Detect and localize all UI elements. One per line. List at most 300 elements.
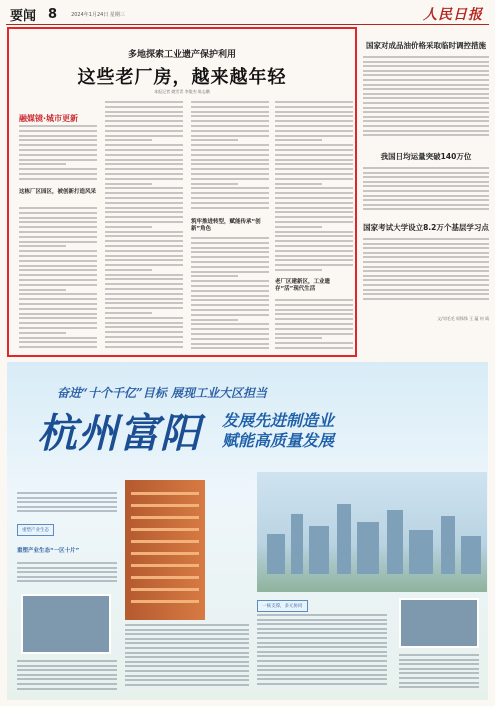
- text-line: [275, 139, 322, 141]
- text-line: [191, 304, 269, 306]
- text-line: [191, 106, 269, 108]
- text-line: [191, 251, 269, 253]
- text-line: [17, 571, 117, 573]
- text-line: [363, 97, 489, 99]
- text-line: [275, 250, 353, 252]
- text-line: [275, 135, 353, 137]
- text-line: [363, 88, 489, 90]
- text-line: [275, 216, 353, 218]
- text-line: [105, 207, 183, 209]
- text-line: [19, 293, 97, 295]
- text-line: [257, 619, 387, 621]
- text-line: [363, 107, 489, 109]
- ad-text-column: [257, 614, 387, 694]
- text-line: [363, 266, 489, 268]
- tower-building-image: [125, 480, 205, 620]
- text-line: [363, 293, 489, 295]
- text-line: [275, 337, 322, 339]
- text-line: [105, 135, 183, 137]
- text-line: [105, 302, 183, 304]
- text-line: [191, 163, 269, 165]
- text-line: [19, 173, 97, 175]
- text-line: [191, 237, 269, 239]
- text-line: [257, 678, 387, 680]
- text-line: [363, 199, 489, 201]
- text-line: [191, 323, 269, 325]
- text-line: [399, 677, 479, 679]
- text-line: [191, 183, 238, 185]
- text-line: [105, 274, 183, 276]
- text-line: [363, 65, 489, 67]
- text-line: [105, 178, 183, 180]
- text-line: [191, 139, 238, 141]
- ad-text-column: [399, 654, 479, 694]
- text-line: [19, 303, 97, 305]
- text-column: [191, 101, 269, 215]
- text-line: [275, 106, 353, 108]
- text-line: [105, 115, 183, 117]
- text-line: [363, 93, 489, 95]
- text-line: [275, 101, 353, 103]
- text-line: [105, 331, 183, 333]
- text-line: [363, 208, 489, 210]
- main-article[interactable]: [7, 27, 357, 357]
- text-line: [17, 669, 117, 671]
- text-line: [191, 144, 269, 146]
- text-line: [19, 346, 97, 348]
- text-line: [191, 242, 269, 244]
- text-line: [105, 211, 183, 213]
- text-line: [19, 217, 97, 219]
- text-line: [191, 261, 269, 263]
- ad-slogan: 奋进“十个千亿”目标 展现工业大区担当: [57, 386, 267, 400]
- text-line: [257, 628, 387, 630]
- text-line: [105, 106, 183, 108]
- text-line: [191, 299, 269, 301]
- text-line: [17, 497, 117, 499]
- text-line: [105, 144, 183, 146]
- text-line: [191, 187, 269, 189]
- text-line: [191, 256, 269, 258]
- text-line: [275, 163, 353, 165]
- text-line: [191, 168, 269, 170]
- text-line: [275, 313, 353, 315]
- text-line: [17, 683, 117, 685]
- text-line: [275, 226, 322, 228]
- text-line: [257, 614, 387, 616]
- text-line: [105, 322, 183, 324]
- text-line: [363, 261, 489, 263]
- text-line: [363, 284, 489, 286]
- text-line: [191, 266, 269, 268]
- text-line: [275, 304, 353, 306]
- text-line: [19, 149, 97, 151]
- news-headline: 我国日均运量突破140万位: [380, 152, 472, 161]
- text-line: [19, 317, 97, 319]
- text-line: [191, 247, 269, 249]
- text-line: [125, 665, 249, 667]
- text-line: [191, 120, 269, 122]
- text-line: [191, 271, 269, 273]
- text-line: [105, 341, 183, 343]
- text-line: [125, 661, 249, 663]
- text-line: [19, 221, 97, 223]
- article-subhead: 这栋厂区园区，被创新打造风采: [19, 189, 97, 195]
- text-line: [125, 684, 249, 686]
- text-line: [363, 111, 489, 113]
- text-line: [191, 202, 269, 204]
- text-line: [105, 111, 183, 113]
- text-line: [105, 120, 183, 122]
- text-line: [19, 130, 97, 132]
- text-line: [105, 221, 183, 223]
- text-line: [363, 185, 489, 187]
- text-line: [105, 149, 183, 151]
- text-line: [19, 241, 97, 243]
- newspaper-logo: 人民日报: [423, 7, 483, 23]
- text-line: [105, 187, 183, 189]
- ad-tagline-2: 赋能高质量发展: [222, 431, 335, 450]
- text-line: [105, 197, 183, 199]
- text-line: [275, 231, 353, 233]
- text-line: [191, 135, 269, 137]
- text-line: [17, 688, 117, 690]
- text-line: [363, 84, 489, 86]
- text-line: [275, 207, 353, 209]
- text-line: [275, 245, 353, 247]
- right-news-column: [363, 27, 489, 357]
- text-line: [19, 245, 66, 247]
- text-column: [105, 101, 183, 353]
- text-line: [257, 637, 387, 639]
- text-line: [191, 343, 269, 345]
- text-line: [257, 683, 387, 685]
- news-signature: 文/刘毛毛 周锋锋 王 蕴 何 靖: [437, 316, 489, 321]
- ad-caption: 一核支撑，多元协同: [257, 600, 308, 612]
- text-line: [399, 659, 479, 661]
- text-line: [275, 309, 353, 311]
- text-line: [191, 130, 269, 132]
- text-line: [105, 139, 152, 141]
- text-line: [257, 665, 387, 667]
- text-line: [399, 668, 479, 670]
- text-line: [19, 125, 97, 127]
- text-line: [17, 506, 117, 508]
- text-line: [17, 678, 117, 680]
- text-line: [105, 326, 183, 328]
- text-line: [19, 332, 66, 334]
- text-line: [105, 317, 183, 319]
- text-line: [363, 74, 489, 76]
- text-line: [363, 102, 489, 104]
- text-line: [275, 197, 353, 199]
- ad-tagline-1: 发展先进制造业: [222, 411, 335, 430]
- text-line: [19, 144, 97, 146]
- text-line: [363, 243, 489, 245]
- text-line: [105, 101, 183, 103]
- text-line: [363, 130, 489, 132]
- text-line: [191, 295, 269, 297]
- text-line: [275, 299, 353, 301]
- text-line: [363, 238, 489, 240]
- news-body: [363, 238, 489, 308]
- text-line: [191, 115, 269, 117]
- text-line: [19, 255, 97, 257]
- text-line: [125, 670, 249, 672]
- text-line: [19, 284, 97, 286]
- text-line: [105, 168, 183, 170]
- text-line: [19, 308, 97, 310]
- text-line: [19, 135, 97, 137]
- text-line: [191, 338, 269, 340]
- text-line: [19, 274, 97, 276]
- text-line: [105, 216, 183, 218]
- text-column: [275, 299, 353, 353]
- text-line: [257, 651, 387, 653]
- text-line: [19, 337, 97, 339]
- text-line: [105, 245, 183, 247]
- article-subhead: 老厂区建新区，工业遗存“活”现代生活: [275, 279, 331, 292]
- text-line: [363, 134, 489, 136]
- text-line: [257, 623, 387, 625]
- text-line: [17, 567, 117, 569]
- text-line: [275, 168, 353, 170]
- text-line: [19, 168, 97, 170]
- text-line: [363, 172, 489, 174]
- text-line: [105, 125, 183, 127]
- text-line: [19, 226, 97, 228]
- text-line: [257, 646, 387, 648]
- text-line: [17, 674, 117, 676]
- text-line: [363, 247, 489, 249]
- text-line: [105, 312, 152, 314]
- text-line: [105, 336, 183, 338]
- text-line: [275, 111, 353, 113]
- text-line: [191, 154, 269, 156]
- text-line: [17, 665, 117, 667]
- text-line: [275, 192, 353, 194]
- text-line: [191, 149, 269, 151]
- text-line: [363, 125, 489, 127]
- factory-photo: [399, 598, 479, 648]
- text-line: [275, 255, 353, 257]
- text-line: [399, 686, 479, 688]
- text-line: [105, 255, 183, 257]
- text-line: [105, 192, 183, 194]
- article-headline: 这些老厂房，越来越年轻: [77, 67, 287, 88]
- text-line: [191, 178, 269, 180]
- text-line: [105, 293, 183, 295]
- text-line: [191, 111, 269, 113]
- text-line: [105, 307, 183, 309]
- news-headline: 国家对成品油价格采取临时调控措施: [366, 41, 486, 50]
- text-line: [363, 167, 489, 169]
- text-line: [125, 679, 249, 681]
- factory-photo: [21, 594, 111, 654]
- text-line: [19, 139, 97, 141]
- text-line: [19, 327, 97, 329]
- text-line: [105, 298, 183, 300]
- text-line: [125, 633, 249, 635]
- text-line: [257, 642, 387, 644]
- page-number: 8: [48, 6, 58, 22]
- text-line: [275, 183, 322, 185]
- text-line: [363, 176, 489, 178]
- text-line: [363, 181, 489, 183]
- text-line: [275, 120, 353, 122]
- text-line: [191, 290, 269, 292]
- column-tag: 融媒镜·城市更新: [19, 114, 79, 123]
- text-line: [105, 250, 183, 252]
- news-headline: 国家考试大学设立8.2万个基层学习点: [363, 223, 489, 232]
- text-line: [275, 323, 353, 325]
- text-line: [105, 231, 183, 233]
- text-line: [19, 322, 97, 324]
- ad-text-column: [17, 660, 117, 694]
- text-line: [363, 298, 489, 300]
- text-line: [275, 328, 353, 330]
- text-line: [17, 562, 117, 564]
- text-line: [105, 173, 183, 175]
- text-line: [19, 231, 97, 233]
- text-line: [19, 341, 97, 343]
- news-body: [363, 56, 489, 144]
- text-line: [105, 202, 183, 204]
- text-line: [191, 101, 269, 103]
- text-line: [191, 347, 269, 349]
- text-line: [191, 285, 269, 287]
- text-line: [125, 629, 249, 631]
- text-line: [363, 116, 489, 118]
- text-line: [399, 663, 479, 665]
- text-line: [125, 624, 249, 626]
- text-line: [191, 125, 269, 127]
- text-line: [105, 269, 152, 271]
- advertisement-panel[interactable]: [7, 362, 488, 700]
- ad-brush-title: 杭州富阳: [37, 410, 201, 457]
- text-line: [275, 211, 353, 213]
- text-line: [363, 270, 489, 272]
- text-line: [19, 154, 97, 156]
- text-line: [19, 212, 97, 214]
- text-line: [125, 656, 249, 658]
- text-line: [17, 580, 117, 582]
- text-line: [363, 70, 489, 72]
- ad-subtitle: 重塑产业生态“一区十片”: [17, 548, 80, 554]
- text-line: [19, 250, 97, 252]
- issue-date: 2024年1月24日 星期三: [71, 11, 125, 18]
- text-line: [191, 319, 238, 321]
- text-column: [191, 237, 269, 353]
- text-line: [275, 264, 353, 266]
- text-line: [275, 130, 353, 132]
- text-line: [19, 279, 97, 281]
- text-line: [363, 204, 489, 206]
- text-line: [275, 342, 353, 344]
- text-line: [19, 236, 97, 238]
- text-line: [19, 178, 97, 180]
- text-line: [275, 318, 353, 320]
- text-line: [19, 260, 97, 262]
- text-line: [125, 675, 249, 677]
- text-line: [363, 120, 489, 122]
- ad-caption: 重塑产业生态: [17, 524, 54, 536]
- text-line: [363, 252, 489, 254]
- text-line: [257, 655, 387, 657]
- text-line: [275, 259, 353, 261]
- text-line: [125, 638, 249, 640]
- text-line: [363, 289, 489, 291]
- text-line: [275, 240, 353, 242]
- text-line: [191, 280, 269, 282]
- text-line: [19, 298, 97, 300]
- text-line: [399, 682, 479, 684]
- text-column: [19, 125, 97, 185]
- text-line: [105, 278, 183, 280]
- text-line: [191, 207, 269, 209]
- text-line: [191, 328, 269, 330]
- text-line: [191, 309, 269, 311]
- text-line: [275, 202, 353, 204]
- text-line: [363, 190, 489, 192]
- text-line: [19, 289, 66, 291]
- text-line: [17, 576, 117, 578]
- text-line: [105, 163, 183, 165]
- text-line: [105, 240, 183, 242]
- text-line: [191, 192, 269, 194]
- text-line: [363, 279, 489, 281]
- page-header: [6, 4, 489, 25]
- text-line: [125, 652, 249, 654]
- text-column: [275, 101, 353, 275]
- text-line: [191, 173, 269, 175]
- text-line: [19, 313, 97, 315]
- ad-text-column: [17, 492, 117, 520]
- text-line: [17, 510, 117, 512]
- text-line: [125, 642, 249, 644]
- text-line: [275, 178, 353, 180]
- text-column: [19, 207, 97, 353]
- text-line: [399, 672, 479, 674]
- text-line: [363, 79, 489, 81]
- text-line: [275, 149, 353, 151]
- text-line: [19, 265, 97, 267]
- text-line: [105, 159, 183, 161]
- text-line: [363, 56, 489, 58]
- text-line: [275, 269, 322, 271]
- text-line: [105, 283, 183, 285]
- text-line: [275, 173, 353, 175]
- text-line: [19, 207, 97, 209]
- text-line: [105, 288, 183, 290]
- text-line: [17, 501, 117, 503]
- text-line: [105, 346, 183, 348]
- text-line: [363, 256, 489, 258]
- city-skyline-image: [257, 472, 487, 592]
- text-line: [275, 159, 353, 161]
- article-byline: 本报记者 姚雪青 李俊杰 陈志鹏: [154, 89, 210, 94]
- text-line: [19, 269, 97, 271]
- ad-text-column: [125, 624, 249, 694]
- text-line: [275, 144, 353, 146]
- text-line: [363, 61, 489, 63]
- text-line: [17, 660, 117, 662]
- text-line: [191, 159, 269, 161]
- text-line: [191, 275, 238, 277]
- news-body: [363, 167, 489, 215]
- text-line: [105, 154, 183, 156]
- text-line: [275, 125, 353, 127]
